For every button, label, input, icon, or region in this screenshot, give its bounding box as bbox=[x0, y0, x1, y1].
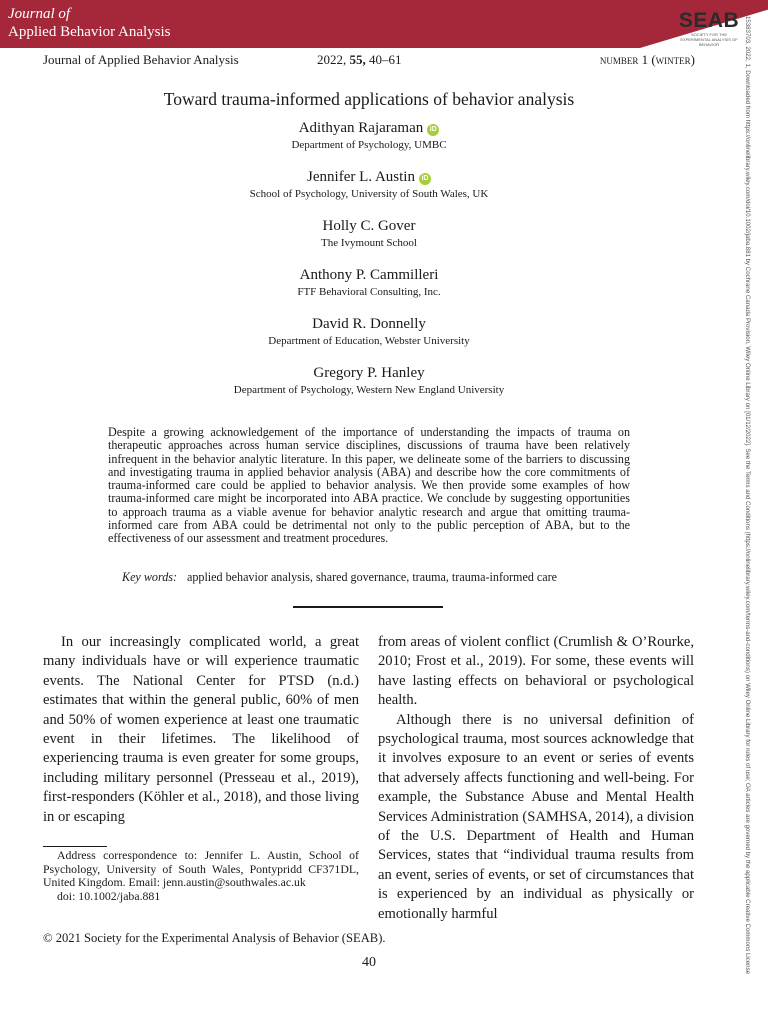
author-name-text: Jennifer L. Austin bbox=[307, 169, 415, 185]
author-affiliation: Department of Education, Webster University bbox=[268, 335, 470, 347]
author-affiliation: FTF Behavioral Consulting, Inc. bbox=[297, 286, 441, 298]
page-number: 40 bbox=[362, 955, 376, 970]
author-name: Holly C. Gover bbox=[322, 218, 416, 234]
orcid-icon[interactable]: iD bbox=[419, 173, 431, 185]
section-divider bbox=[293, 606, 443, 608]
seab-logo-mark: SEAB bbox=[678, 9, 740, 32]
running-head-issue: number 1 (winter) bbox=[599, 52, 695, 67]
body-column-left bbox=[43, 633, 359, 827]
author-list bbox=[0, 118, 738, 412]
doi-link[interactable]: doi: 10.1002/jaba.881 bbox=[57, 888, 161, 903]
running-head bbox=[43, 52, 695, 68]
author-name: David R. Donnelly bbox=[312, 316, 426, 332]
journal-logo-line2: Applied Behavior Analysis bbox=[8, 24, 171, 40]
author-name-text: Adithyan Rajaraman bbox=[298, 120, 424, 136]
download-side-note-text: 15383703, 2022, 1, Downloaded from https://onlinelibrary.wiley.com/doi/10.1002/jaba.881 by Cochrane Canada Provision, Wiley Online Library on [01/12/2022]. See the Terms and Conditions (https://onlinelibrary.wiley.com/terms-and-conditions) on Wiley Online Library for rules of use; OA articles are governed by the applicable Creative Commons License bbox=[744, 16, 751, 975]
author-affiliation: Department of Psychology, UMBC bbox=[291, 139, 447, 151]
orcid-icon[interactable]: iD bbox=[427, 124, 439, 136]
seab-logo-subtitle: SOCIETY FOR THE EXPERIMENTAL ANALYSIS OF BEHAVIOR bbox=[680, 32, 738, 47]
seab-logo[interactable] bbox=[676, 10, 742, 47]
keywords bbox=[122, 570, 642, 584]
journal-logo-line1: Journal of bbox=[8, 6, 71, 22]
correspondence-footnote bbox=[43, 849, 359, 903]
body-column-right bbox=[378, 633, 694, 924]
article-title: Toward trauma-informed applications of behavior analysis bbox=[163, 89, 575, 109]
keywords-list: applied behavior analysis, shared governance, trauma, trauma-informed care bbox=[186, 570, 558, 584]
author-name: Anthony P. Cammilleri bbox=[299, 267, 439, 283]
running-head-citation bbox=[317, 52, 402, 68]
copyright-notice: © 2021 Society for the Experimental Analysis of Behavior (SEAB). bbox=[43, 931, 386, 945]
journal-logo[interactable] bbox=[8, 5, 170, 41]
author-affiliation: The Ivymount School bbox=[321, 237, 417, 249]
author-name bbox=[0, 118, 738, 138]
running-head-journal: Journal of Applied Behavior Analysis bbox=[43, 52, 239, 67]
author-name bbox=[0, 167, 738, 187]
author-affiliation: Department of Psychology, Western New England University bbox=[233, 384, 505, 396]
download-side-note bbox=[741, 16, 755, 1016]
keywords-label: Key words: bbox=[122, 570, 177, 584]
correspondence-address: Address correspondence to: Jennifer L. Austin, School of Psychology, University of South Wales, Pontypridd CF371DL, United Kingdom. Email: jenn.austin@southwales.ac.uk bbox=[43, 848, 359, 890]
journal-banner bbox=[0, 0, 768, 48]
body-paragraph: Although there is no universal definition of psychological trauma, most sources acknowledge that it involves exposure to an event or series of events that adversely affects functioning and well-being. For example, the Substance Abuse and Mental Health Services Administration (SAMHSA, 2014), a division of the U.S. Department of Health and Human Services, states that “individual trauma results from an event, series of events, or set of circumstances that is experienced by an individual as physically or emotionally harmful bbox=[378, 711, 694, 922]
running-head-volume: 55, bbox=[349, 52, 366, 67]
body-paragraph: from areas of violent conflict (Crumlish & O’Rourke, 2010; Frost et al., 2019). For some, these events will have lasting effects on behavioral or psychological health. bbox=[378, 634, 694, 709]
author-affiliation: School of Psychology, University of South Wales, UK bbox=[249, 188, 489, 200]
running-head-year: 2022, bbox=[317, 52, 347, 67]
footnote-divider bbox=[43, 846, 107, 847]
body-paragraph: In our increasingly complicated world, a great many individuals have or will experience traumatic events. The National Center for PTSD (n.d.) estimates that within the general public, 60% of men and 50% of women experience at least one traumatic event in their lifetimes. The likelihood of experiencing trauma is even greater for some groups, including military personnel (Presseau et al., 2019), first-responders (Köhler et al., 2018), and those living in or escaping bbox=[43, 634, 359, 825]
running-head-pages: 40–61 bbox=[369, 52, 402, 67]
abstract: Despite a growing acknowledgement of the importance of understanding the impacts of trauma on therapeutic approaches across human service disciplines, discussions of trauma have been relatively infrequent in the behavior analytic literature. In this paper, we delineate some of the barriers to discussing and investigating trauma in applied behavior analysis (ABA) and describe how the core commitments of trauma-informed care could be applied to behavior analysis. We then provide some examples of how trauma-informed care might be incorporated into ABA practice. We conclude by suggesting opportunities to approach trauma as a viable avenue for behavior analytic research and argue that omitting trauma-informed care from ABA could be detrimental not only to the public perception of ABA, but to the effectiveness of our assessment and treatment procedures. bbox=[108, 425, 630, 546]
author-name: Gregory P. Hanley bbox=[313, 365, 425, 381]
